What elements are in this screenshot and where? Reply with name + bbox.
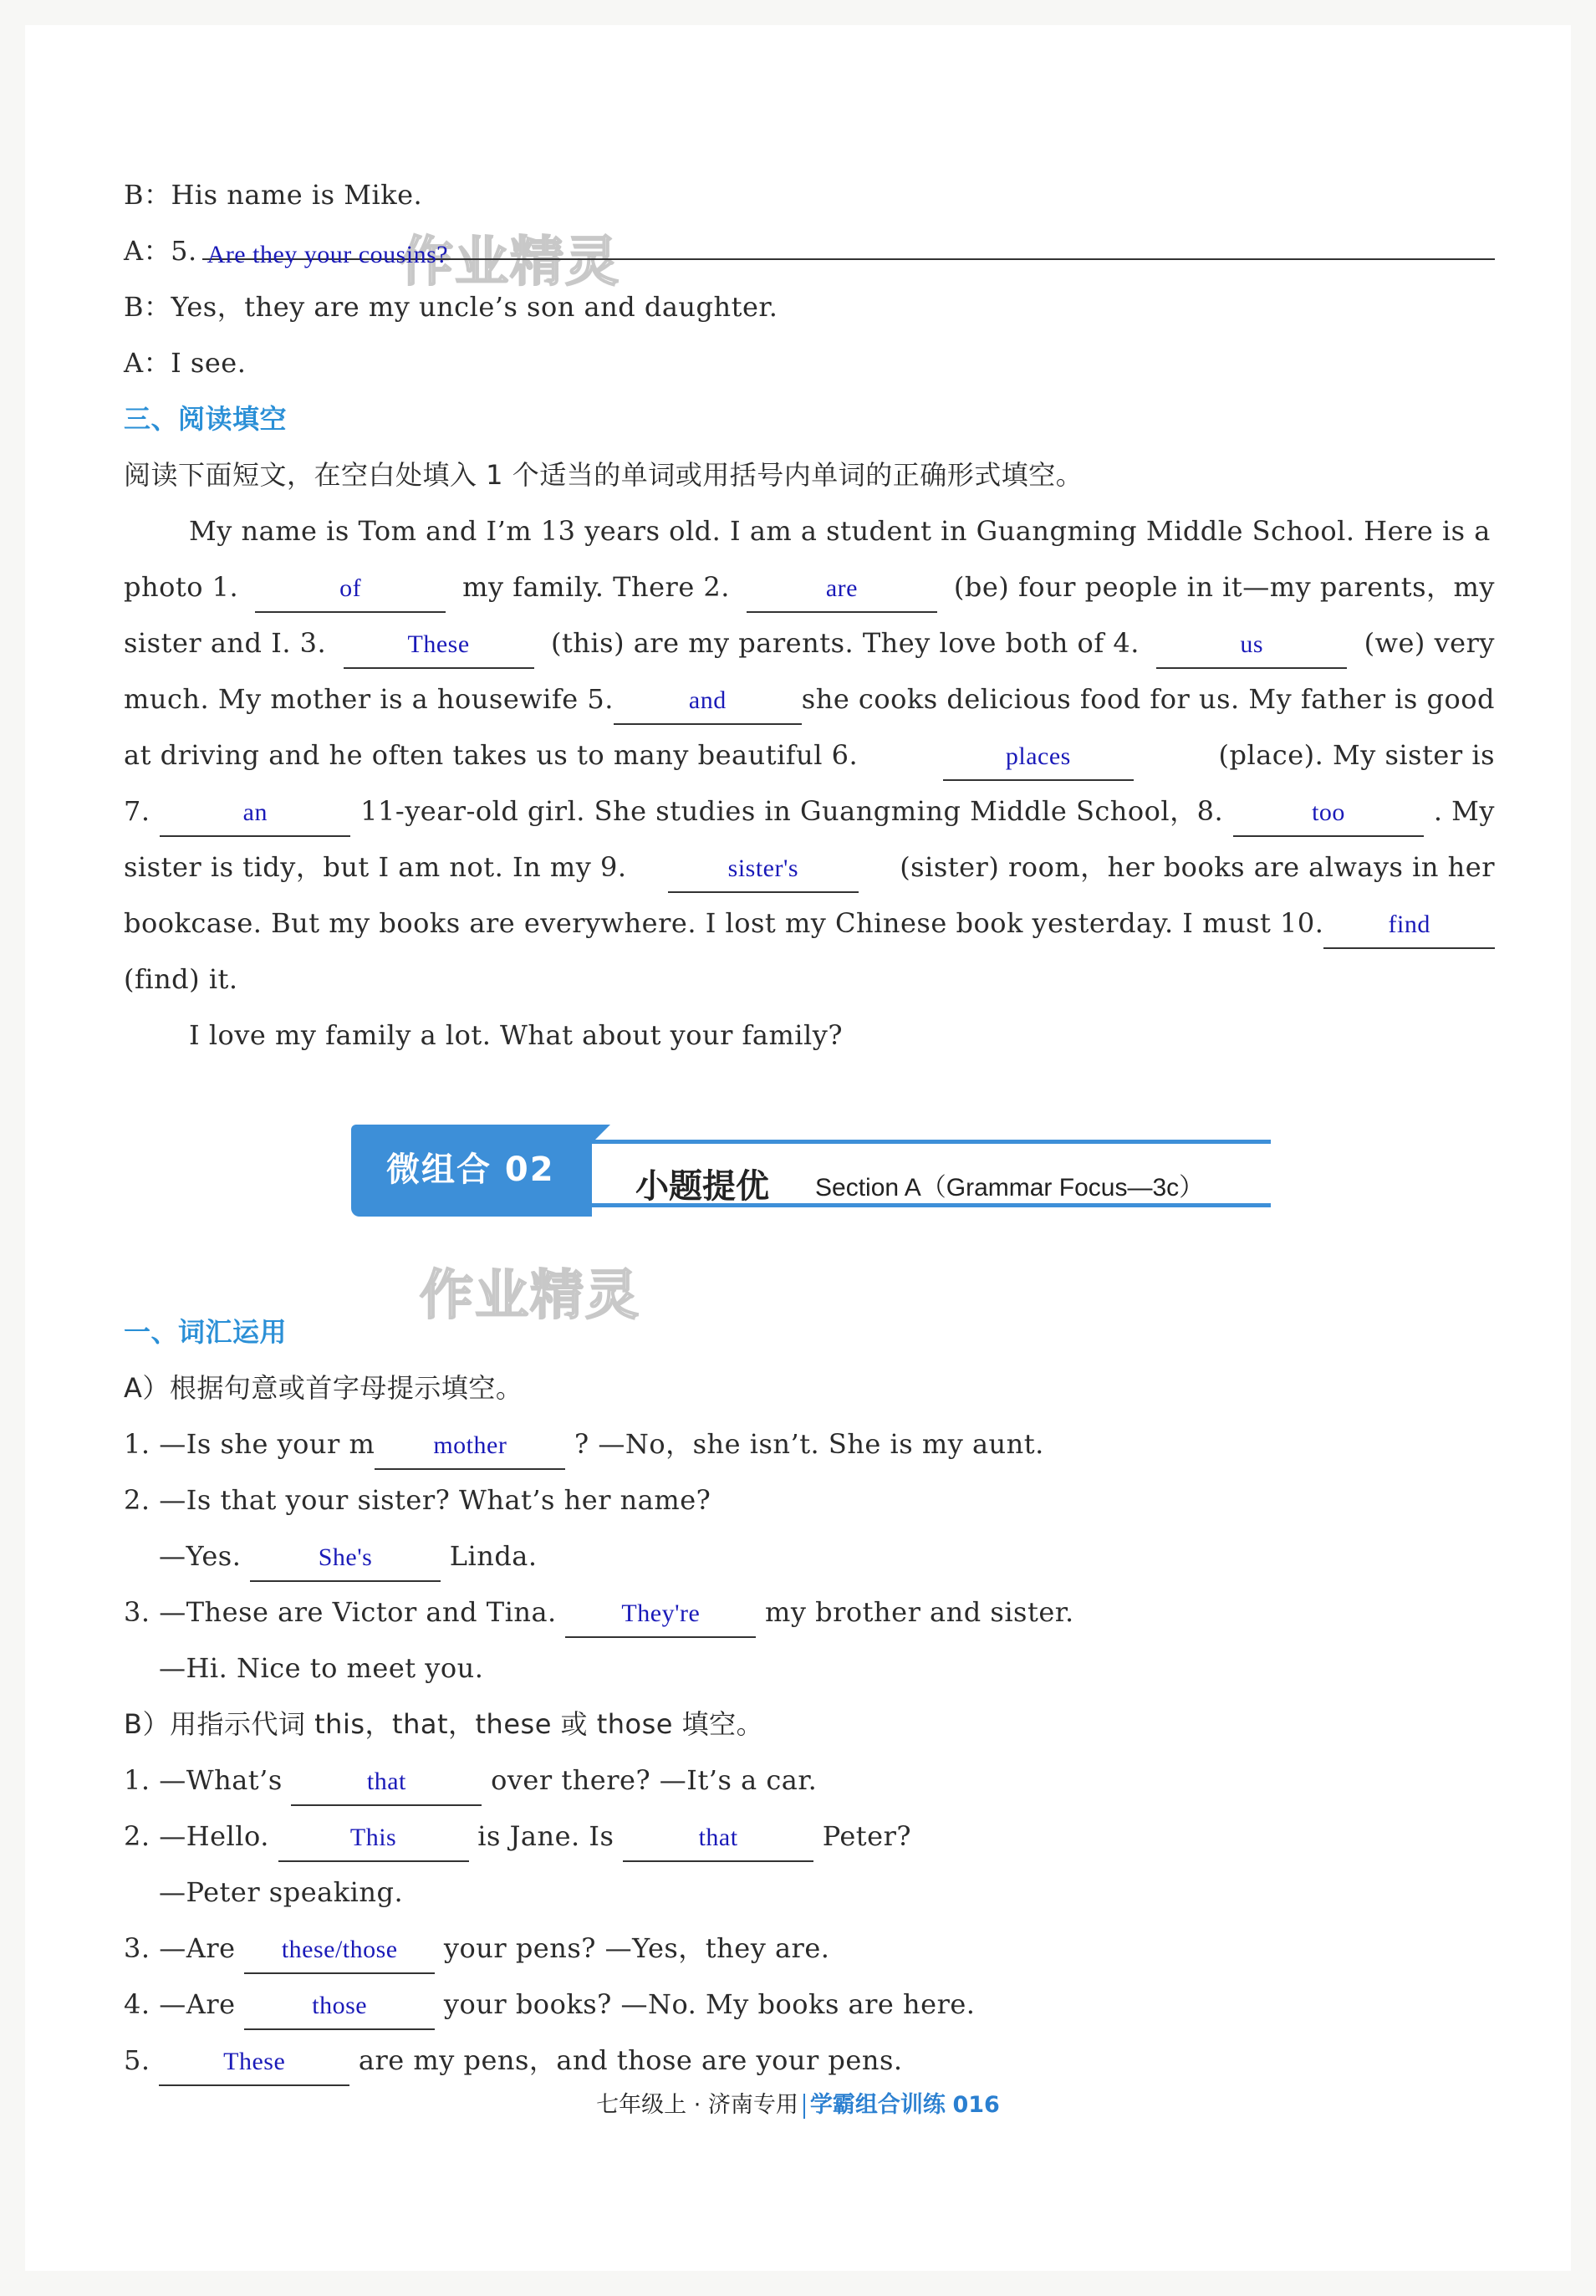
question-text: 4. —Are xyxy=(124,1988,236,2020)
question-line: 2. —Is that your sister? What’s her name? xyxy=(124,1484,711,1516)
answer-text: an xyxy=(242,798,268,826)
question-text: your pens? —Yes，they are. xyxy=(443,1932,830,1964)
passage-text: at driving and he often takes us to many beautiful 6. xyxy=(124,739,859,771)
answer-blank[interactable] xyxy=(160,798,350,837)
question-text: —Yes. xyxy=(159,1540,242,1572)
question-line: —Hi. Nice to meet you. xyxy=(159,1652,484,1684)
dialogue-prefix: A：5. xyxy=(124,235,197,267)
question-text: Linda. xyxy=(449,1540,538,1572)
banner-label: 微组合 02 xyxy=(386,1151,555,1189)
answer-text: are xyxy=(825,574,858,602)
passage-line: (find) it. xyxy=(124,963,238,995)
question-text: ? —No，she isn’t. She is my aunt. xyxy=(574,1428,1044,1460)
passage-text: bookcase. But my books are everywhere. I lost my Chinese book yesterday. I must 10. xyxy=(124,907,1324,939)
answer-blank[interactable] xyxy=(1323,911,1495,949)
passage-line xyxy=(124,895,1495,952)
answer-blank[interactable] xyxy=(623,1824,813,1862)
passage-text: (we) very xyxy=(1364,627,1495,659)
answer-text: sister's xyxy=(727,855,799,882)
dialogue-line xyxy=(124,167,1495,223)
passage-line: My name is Tom and I’m 13 years old. I am a student in Guangming Middle School. Here is a xyxy=(189,515,1491,547)
answer-blank[interactable] xyxy=(1156,630,1347,669)
passage-text: sister is tidy，but I am not. In my 9. xyxy=(124,851,627,883)
question-text: 2. —Hello. xyxy=(124,1820,269,1852)
passage-line xyxy=(124,727,1495,783)
passage-text: 11-year-old girl. She studies in Guangming Middle School，8. xyxy=(360,795,1224,827)
answer-text: that xyxy=(698,1824,738,1851)
passage-text: (this) are my parents. They love both of 4. xyxy=(550,627,1140,659)
question-text: over there? —It’s a car. xyxy=(491,1764,818,1796)
footer-separator xyxy=(803,2094,805,2119)
section-title: 一、词汇运用 xyxy=(124,1316,288,1348)
watermark: 作业精灵 xyxy=(420,1265,640,1327)
passage-line xyxy=(124,839,1495,895)
answer-blank[interactable] xyxy=(344,630,534,669)
question-line xyxy=(124,1977,1495,2033)
question-text: your books? —No. My books are here. xyxy=(443,1988,976,2020)
passage-line: I love my family a lot. What about your family? xyxy=(189,1019,843,1051)
answer-text: Are they your cousins? xyxy=(207,241,449,268)
dialogue-text: B：His name is Mike. xyxy=(124,179,423,211)
question-line xyxy=(124,2033,1495,2089)
banner-rule xyxy=(592,1140,1271,1144)
answer-blank[interactable] xyxy=(250,1543,441,1582)
answer-blank[interactable] xyxy=(255,574,446,613)
dialogue-text: A：I see. xyxy=(124,347,247,379)
question-text: Peter? xyxy=(822,1820,912,1852)
question-line xyxy=(124,1416,1495,1472)
section-banner xyxy=(351,1125,1271,1217)
passage-text: much. My mother is a housewife 5. xyxy=(124,683,614,715)
question-text: 5. xyxy=(124,2044,150,2076)
page-number: 016 xyxy=(952,2092,1000,2118)
answer-blank[interactable] xyxy=(244,1936,435,1974)
passage-line xyxy=(124,559,1495,615)
footer-brand: 学霸组合训练 xyxy=(809,2092,946,2118)
question-text: 3. —These are Victor and Tina. xyxy=(124,1596,557,1628)
question-line xyxy=(124,1921,1495,1977)
banner-label-box xyxy=(351,1125,592,1217)
banner-subtitle: Section A（Grammar Focus—3c） xyxy=(815,1174,1205,1202)
question-text: 1. —Is she your m xyxy=(124,1428,375,1460)
answer-text: these/those xyxy=(281,1936,398,1963)
question-text: 3. —Are xyxy=(124,1932,236,1964)
passage-text: (be) four people in it—my parents，my xyxy=(953,571,1495,603)
answer-blank[interactable] xyxy=(291,1768,482,1806)
answer-blank[interactable] xyxy=(159,2048,349,2086)
passage-text: sister and I. 3. xyxy=(124,627,327,659)
answer-blank[interactable] xyxy=(244,1992,435,2030)
passage-text: photo 1. xyxy=(124,571,239,603)
answer-blank[interactable] xyxy=(1233,798,1424,837)
question-line: —Peter speaking. xyxy=(159,1876,404,1908)
dialogue-line xyxy=(124,335,1495,391)
question-text: my brother and sister. xyxy=(765,1596,1074,1628)
answer-text: places xyxy=(1005,742,1071,770)
answer-text: mother xyxy=(433,1431,507,1459)
watermark: 作业精灵 xyxy=(400,232,620,293)
dialogue-line xyxy=(124,223,1495,279)
question-line xyxy=(124,1753,1495,1809)
answer-text: This xyxy=(349,1824,397,1851)
answer-text: those xyxy=(312,1992,368,2019)
answer-text: She's xyxy=(318,1543,373,1571)
passage-line xyxy=(124,783,1495,839)
answer-blank[interactable] xyxy=(614,686,802,725)
page-footer xyxy=(0,2086,1596,2119)
part-instruction: A）根据句意或首字母提示填空。 xyxy=(124,1372,523,1404)
answer-text: us xyxy=(1240,630,1264,658)
passage-text: (place). My sister is xyxy=(1218,739,1495,771)
answer-text: too xyxy=(1312,798,1345,826)
part-instruction: B）用指示代词 this，that，these 或 those 填空。 xyxy=(124,1708,764,1740)
answer-blank[interactable] xyxy=(943,742,1134,781)
answer-text: that xyxy=(366,1768,406,1795)
dialogue-line xyxy=(124,279,1495,335)
passage-text: 7. xyxy=(124,795,150,827)
question-line xyxy=(124,1584,1495,1640)
section-title: 三、阅读填空 xyxy=(124,403,288,435)
answer-text: These xyxy=(223,2048,286,2075)
footer-grade: 七年级上 · 济南专用 xyxy=(596,2092,798,2118)
passage-text: she cooks delicious food for us. My father is good xyxy=(801,683,1495,715)
answer-blank[interactable] xyxy=(278,1824,469,1862)
banner-title: 小题提优 xyxy=(635,1167,769,1206)
worksheet-content xyxy=(124,167,1495,1064)
passage-text: (sister) room，her books are always in her xyxy=(900,851,1495,883)
passage-text: . My xyxy=(1433,795,1495,827)
question-line xyxy=(124,1528,1495,1584)
passage-line xyxy=(124,671,1495,727)
answer-text: find xyxy=(1388,911,1430,938)
answer-text: These xyxy=(407,630,470,658)
question-text: 1. —What’s xyxy=(124,1764,283,1796)
question-line xyxy=(124,1809,1495,1865)
question-text: is Jane. Is xyxy=(477,1820,614,1852)
answer-text: They're xyxy=(621,1600,701,1627)
passage-line xyxy=(124,615,1495,671)
answer-blank[interactable] xyxy=(747,574,937,613)
question-text: are my pens，and those are your pens. xyxy=(358,2044,903,2076)
answer-text: of xyxy=(339,574,362,602)
dialogue-text: B：Yes，they are my uncle’s son and daughter. xyxy=(124,291,778,323)
answer-blank[interactable] xyxy=(565,1600,756,1638)
answer-text: and xyxy=(688,686,727,714)
vocabulary-section xyxy=(124,1304,1495,2089)
section-instruction: 阅读下面短文，在空白处填入 1 个适当的单词或用括号内单词的正确形式填空。 xyxy=(124,459,1084,491)
answer-blank[interactable] xyxy=(668,855,859,893)
answer-blank[interactable] xyxy=(375,1431,565,1470)
passage-text: my family. There 2. xyxy=(462,571,730,603)
